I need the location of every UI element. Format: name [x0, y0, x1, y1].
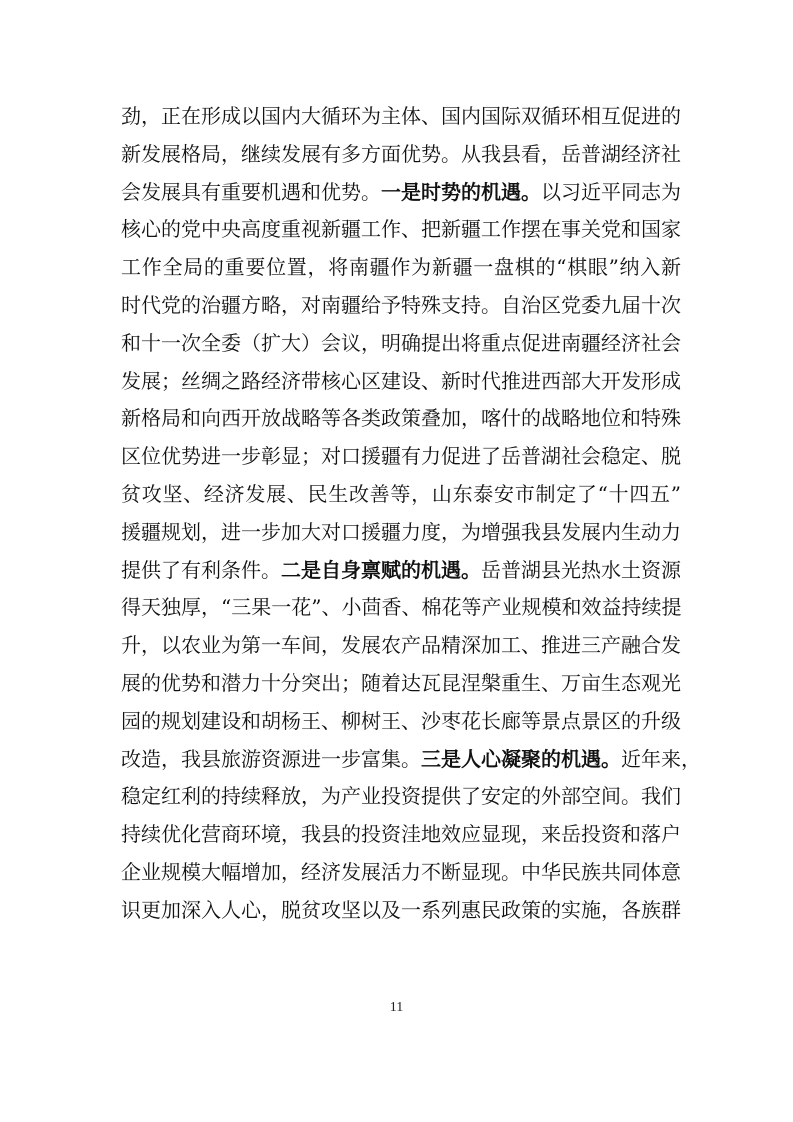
- text-line: [121, 627, 681, 665]
- text-line: [121, 400, 681, 438]
- text-segment: 区位优势进一步彰显；对口援疆有力促进了岳普湖社会稳定、脱: [121, 444, 681, 469]
- text-line: [121, 211, 681, 249]
- text-segment: 提供了有利条件。: [121, 557, 281, 582]
- text-line: [121, 854, 681, 892]
- text-segment: 稳定红利的持续释放，为产业投资提供了安定的外部空间。我们: [121, 784, 681, 809]
- text-segment: 企业规模大幅增加，经济发展活力不断显现。中华民族共同体意: [121, 859, 681, 884]
- text-line: [121, 325, 681, 363]
- text-segment: 新发展格局，继续发展有多方面优势。从我县看，岳普湖经济社: [121, 141, 681, 166]
- text-segment: 发展；丝绸之路经济带核心区建设、新时代推进西部大开发形成: [121, 368, 681, 393]
- text-line: [121, 552, 681, 590]
- text-segment: 近年来，: [621, 746, 701, 771]
- text-segment: 和十一次全委（扩大）会议，明确提出将重点促进南疆经济社会: [121, 330, 681, 355]
- text-segment: 核心的党中央高度重视新疆工作、把新疆工作摆在事关党和国家: [121, 217, 681, 242]
- text-segment: 持续优化营商环境，我县的投资洼地效应显现，来岳投资和落户: [121, 822, 681, 847]
- text-line: [121, 589, 681, 627]
- bold-heading-phrase: 二是自身禀赋的机遇。: [281, 557, 481, 582]
- bold-heading-phrase: 三是人心凝聚的机遇。: [421, 746, 621, 771]
- text-line: [121, 438, 681, 476]
- text-segment: 改造，我县旅游资源进一步富集。: [121, 746, 421, 771]
- text-segment: 时代党的治疆方略，对南疆给予特殊支持。自治区党委九届十次: [121, 292, 681, 317]
- text-segment: 新格局和向西开放战略等各类政策叠加，喀什的战略地位和特殊: [121, 406, 681, 431]
- text-segment: 得天独厚，“三果一花”、小茴香、棉花等产业规模和效益持续提: [121, 595, 682, 620]
- text-line: [121, 287, 681, 325]
- text-line: [121, 703, 681, 741]
- page-number: 11: [389, 1000, 404, 1015]
- text-line: [121, 741, 701, 779]
- text-line: [121, 363, 681, 401]
- text-line: [121, 249, 681, 287]
- text-segment: 识更加深入人心，脱贫攻坚以及一系列惠民政策的实施，各族群: [121, 897, 681, 922]
- text-line: [121, 476, 681, 514]
- text-segment: 以习近平同志为: [541, 179, 681, 204]
- text-line: [121, 98, 681, 136]
- text-line: [121, 892, 681, 930]
- text-segment: 工作全局的重要位置，将南疆作为新疆一盘棋的“棋眼”纳入新: [121, 255, 681, 280]
- text-line: [121, 174, 681, 212]
- text-line: [121, 514, 681, 552]
- text-line: [121, 816, 681, 854]
- text-segment: 园的规划建设和胡杨王、柳树王、沙枣花长廊等景点景区的升级: [121, 708, 681, 733]
- text-segment: 升，以农业为第一车间，发展农产品精深加工、推进三产融合发: [121, 633, 681, 658]
- bold-heading-phrase: 一是时势的机遇。: [381, 179, 541, 204]
- text-segment: 展的优势和潜力十分突出；随着达瓦昆涅槃重生、万亩生态观光: [121, 670, 681, 695]
- text-line: [121, 778, 681, 816]
- text-line: [121, 665, 681, 703]
- text-segment: 会发展具有重要机遇和优势。: [121, 179, 381, 204]
- text-line: [121, 136, 681, 174]
- text-segment: 贫攻坚、经济发展、民生改善等，山东泰安市制定了“十四五”: [121, 481, 681, 506]
- text-segment: 劲，正在形成以国内大循环为主体、国内国际双循环相互促进的: [121, 104, 681, 128]
- body-text: [121, 98, 701, 930]
- text-segment: 岳普湖县光热水土资源: [481, 557, 681, 582]
- text-segment: 援疆规划，进一步加大对口援疆力度，为增强我县发展内生动力: [121, 519, 681, 544]
